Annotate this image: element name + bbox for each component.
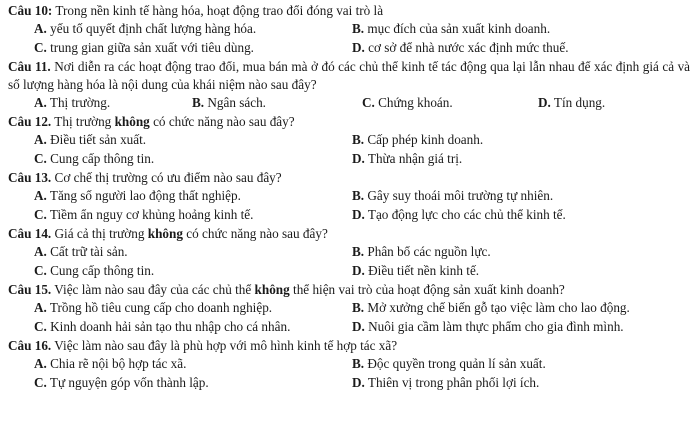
option-text: trung gian giữa sản xuất với tiêu dùng. <box>50 40 254 55</box>
option-text: Tăng số người lao động thất nghiệp. <box>49 188 241 203</box>
option-letter: A. <box>34 188 47 203</box>
option-row <box>8 299 690 318</box>
option-letter: D. <box>352 40 365 55</box>
option-text: Kinh doanh hải sản tạo thu nhập cho cá nhân. <box>50 319 291 334</box>
option-letter: A. <box>34 356 47 371</box>
option-text: Phân bổ các nguồn lực. <box>367 244 491 259</box>
option-a[interactable] <box>34 243 128 261</box>
option-d[interactable] <box>352 206 566 224</box>
option-a[interactable] <box>34 355 186 373</box>
question-16 <box>8 337 690 393</box>
question-number: Câu 10: <box>8 3 53 18</box>
option-text: Cung cấp thông tin. <box>50 151 155 166</box>
option-text: Gây suy thoái môi trường tự nhiên. <box>367 188 554 203</box>
option-row <box>8 187 690 206</box>
question-text-pre: Thị trường <box>54 114 112 129</box>
option-letter: B. <box>352 356 365 371</box>
option-letter: C. <box>34 207 47 222</box>
question-stem <box>8 281 690 299</box>
option-b[interactable] <box>352 131 483 149</box>
option-text: Nuôi gia cầm làm thực phẩm cho gia đình mình. <box>368 319 624 334</box>
question-text-post: có chức năng nào sau đây? <box>186 226 328 241</box>
question-12 <box>8 113 690 169</box>
option-letter: D. <box>352 263 365 278</box>
negation-keyword: không <box>147 226 183 241</box>
option-text: Thiên vị trong phân phối lợi ích. <box>367 375 540 390</box>
option-text: mục đích của sản xuất kinh doanh. <box>367 21 551 36</box>
question-text-post: thể hiện vai trò của hoạt động sản xuất kinh doanh? <box>293 282 565 297</box>
option-b[interactable] <box>352 20 550 38</box>
option-b[interactable] <box>352 243 491 261</box>
option-row <box>8 355 690 374</box>
option-text: Tín dụng. <box>553 95 606 110</box>
question-stem <box>8 337 690 355</box>
option-c[interactable] <box>34 318 290 336</box>
option-letter: D. <box>352 151 365 166</box>
option-c[interactable] <box>34 206 253 224</box>
option-letter: B. <box>352 300 365 315</box>
option-letter: A. <box>34 95 47 110</box>
option-letter: B. <box>352 244 365 259</box>
question-10 <box>8 2 690 58</box>
option-letter: D. <box>538 95 551 110</box>
option-letter: B. <box>352 132 365 147</box>
option-letter: C. <box>34 375 47 390</box>
option-c[interactable] <box>362 94 453 112</box>
option-a[interactable] <box>34 94 110 112</box>
option-text: Trồng hồ tiêu cung cấp cho doanh nghiệp. <box>49 300 273 315</box>
option-text: Điều tiết sản xuất. <box>50 132 147 147</box>
option-b[interactable] <box>352 299 630 317</box>
option-text: Chứng khoán. <box>378 95 453 110</box>
option-row <box>8 20 690 39</box>
option-letter: C. <box>34 263 47 278</box>
option-letter: C. <box>34 151 47 166</box>
option-row <box>8 94 690 113</box>
question-11 <box>8 58 690 113</box>
option-text: Thị trường. <box>49 95 111 110</box>
question-text: Nơi diễn ra các hoạt động trao đổi, mua bán mà ở đó các chủ thể kinh tế tác động qua lại lẫn nhau để xác định giá cả và số lượng hàng hóa là nội dung của khái niệm nào sau đây? <box>8 59 691 92</box>
question-number: Câu 12. <box>8 114 52 129</box>
question-number: Câu 11. <box>8 59 51 74</box>
option-text: Thừa nhận giá trị. <box>367 151 463 166</box>
question-number: Câu 16. <box>8 338 52 353</box>
option-letter: A. <box>34 300 47 315</box>
question-stem <box>8 225 690 243</box>
option-row <box>8 243 690 262</box>
option-letter: A. <box>34 21 47 36</box>
negation-keyword: không <box>114 114 150 129</box>
question-text-pre: Giá cả thị trường <box>54 226 145 241</box>
option-row <box>8 374 690 393</box>
option-text: cơ sở để nhà nước xác định mức thuế. <box>368 40 569 55</box>
option-b[interactable] <box>352 355 546 373</box>
option-text: Cất trữ tài sản. <box>50 244 128 259</box>
option-text: Ngân sách. <box>207 95 266 110</box>
option-d[interactable] <box>352 39 569 57</box>
option-letter: B. <box>352 188 365 203</box>
option-d[interactable] <box>352 318 624 336</box>
option-row <box>8 262 690 281</box>
option-row <box>8 318 690 337</box>
option-d[interactable] <box>352 374 539 392</box>
option-d[interactable] <box>352 150 462 168</box>
question-number: Câu 15. <box>8 282 52 297</box>
option-a[interactable] <box>34 187 241 205</box>
question-number: Câu 13. <box>8 170 52 185</box>
option-c[interactable] <box>34 39 254 57</box>
question-text: Việc làm nào sau đây là phù hợp với mô hình kinh tế hợp tác xã? <box>54 338 398 353</box>
option-row <box>8 39 690 58</box>
option-letter: C. <box>362 95 375 110</box>
question-text: Trong nền kinh tế hàng hóa, hoạt động trao đổi đóng vai trò là <box>55 3 384 18</box>
option-letter: C. <box>34 40 47 55</box>
option-row <box>8 131 690 150</box>
question-text-pre: Việc làm nào sau đây của các chủ thể <box>54 282 252 297</box>
option-c[interactable] <box>34 262 154 280</box>
question-stem <box>8 169 690 187</box>
option-text: Cung cấp thông tin. <box>50 263 155 278</box>
option-text: Chia rẽ nội bộ hợp tác xã. <box>50 356 187 371</box>
option-text: Điều tiết nền kinh tế. <box>368 263 480 278</box>
negation-keyword: không <box>254 282 290 297</box>
question-text-post: có chức năng nào sau đây? <box>153 114 295 129</box>
option-a[interactable] <box>34 20 256 38</box>
option-d[interactable] <box>352 262 479 280</box>
question-15 <box>8 281 690 337</box>
option-b[interactable] <box>192 94 266 112</box>
option-letter: A. <box>34 244 47 259</box>
option-text: Tạo động lực cho các chủ thể kinh tế. <box>367 207 566 222</box>
option-letter: B. <box>352 21 365 36</box>
option-c[interactable] <box>34 150 154 168</box>
option-text: Tiềm ẩn nguy cơ khủng hoảng kinh tế. <box>49 207 254 222</box>
option-letter: D. <box>352 319 365 334</box>
option-d[interactable] <box>538 94 605 112</box>
question-text: Cơ chế thị trường có ưu điểm nào sau đây? <box>54 170 282 185</box>
option-b[interactable] <box>352 187 553 205</box>
question-number: Câu 14. <box>8 226 52 241</box>
question-14 <box>8 225 690 281</box>
option-text: yếu tố quyết định chất lượng hàng hóa. <box>50 21 257 36</box>
option-row <box>8 150 690 169</box>
option-text: Độc quyền trong quản lí sản xuất. <box>367 356 546 371</box>
option-a[interactable] <box>34 299 272 317</box>
option-a[interactable] <box>34 131 146 149</box>
question-stem <box>8 113 690 131</box>
option-text: Mở xưởng chế biến gỗ tạo việc làm cho lao động. <box>367 300 630 315</box>
question-13 <box>8 169 690 225</box>
option-letter: C. <box>34 319 47 334</box>
question-stem <box>8 58 690 94</box>
question-stem <box>8 2 690 20</box>
option-c[interactable] <box>34 374 209 392</box>
option-text: Cấp phép kinh doanh. <box>367 132 484 147</box>
option-letter: A. <box>34 132 47 147</box>
option-row <box>8 206 690 225</box>
option-letter: B. <box>192 95 205 110</box>
option-text: Tự nguyện góp vốn thành lập. <box>49 375 209 390</box>
option-letter: D. <box>352 207 365 222</box>
option-letter: D. <box>352 375 365 390</box>
